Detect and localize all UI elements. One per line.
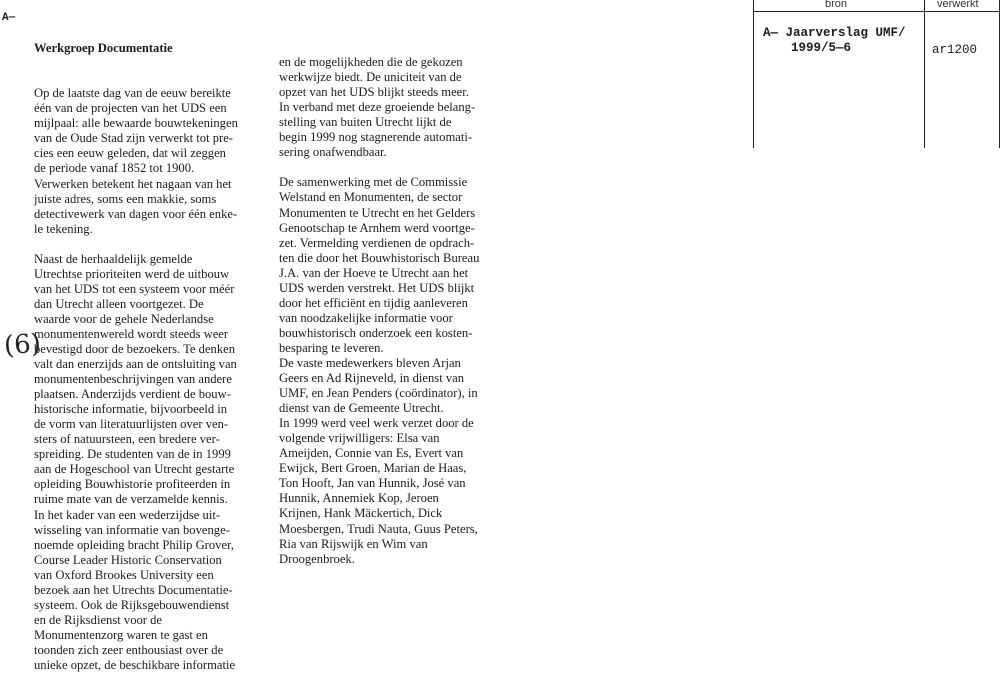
handwritten-note: (6)	[2, 328, 42, 362]
source-line-1: A— Jaarverslag UMF/	[763, 26, 906, 40]
text-line: dan Utrecht alleen voortgezet. De	[34, 296, 204, 311]
text-line: In verband met deze groeiende belang-	[279, 100, 476, 115]
text-line: monumentenwereld wordt steeds weer	[34, 326, 229, 341]
text-line: Droogenbroek.	[279, 551, 355, 566]
text-line: UDS werden verstrekt. Het UDS blijkt	[279, 280, 475, 295]
text-line: Course Leader Historic Conservation	[34, 552, 222, 567]
text-line: Ton Hooft, Jan van Hunnik, José van	[279, 476, 466, 491]
table-header-divider	[753, 11, 1000, 12]
text-line: monumentenbeschrijvingen van andere	[34, 372, 232, 387]
text-line: detectivewerk van dagen voor één enke-	[34, 206, 238, 221]
text-line: één van de projecten van het UDS een	[34, 101, 227, 116]
text-line: le tekening.	[34, 221, 93, 236]
text-line: systeem. Ook de Rijksgebouwendienst	[34, 597, 230, 612]
text-line: begin 1999 nog stagnerende automati-	[279, 130, 473, 145]
text-line: juiste adres, soms een makkie, soms	[34, 191, 217, 206]
text-line: ruime mate van de verzamelde kennis.	[34, 492, 228, 507]
text-line: bezoek aan het Utrechts Documentatie-	[34, 582, 233, 597]
table-header-source: bron	[825, 0, 848, 10]
text-line: ten die door het Bouwhistorisch Bureau	[279, 250, 480, 265]
text-line: valt dan enerzijds aan de ontsluiting van	[34, 357, 237, 372]
text-line: Ameijden, Connie van Es, Evert van	[279, 446, 464, 461]
text-line: In het kader van een wederzijdse uit-	[34, 507, 221, 522]
text-line: opzet van het UDS blijkt steeds meer.	[279, 85, 469, 100]
source-table	[753, 0, 1000, 148]
article-heading: Werkgroep Documentatie	[34, 41, 173, 56]
section-marker: A—	[2, 12, 16, 24]
text-column-2	[279, 25, 504, 582]
text-line	[279, 160, 504, 175]
text-line: opleiding Bouwhistorie profiteerden in	[34, 477, 231, 492]
text-line: werkwijze biedt. De uniciteit van de	[279, 70, 462, 85]
text-line: plaatsen. Anderzijds verdient de bouw-	[34, 387, 231, 402]
text-line: Utrechtse prioriteiten werd de uitbouw	[34, 266, 230, 281]
text-line: Naast de herhaaldelijk gemelde	[34, 251, 193, 266]
text-line: van noodzakelijke informatie voor	[279, 310, 453, 325]
text-line: mijlpaal: alle bewaarde bouwtekeningen	[34, 116, 238, 131]
column-1-body	[34, 86, 259, 673]
text-line: historische informatie, bijvoorbeeld in	[34, 402, 228, 417]
text-line: van de Oude Stad zijn verwerkt tot pre-	[34, 131, 233, 146]
text-line: sters of natuursteen, een bredere ver-	[34, 432, 220, 447]
text-line: volgende vrijwilligers: Elsa van	[279, 431, 440, 446]
text-line: J.A. van der Hoeve te Utrecht aan het	[279, 265, 469, 280]
text-line: wisseling van informatie van bovenge-	[34, 522, 230, 537]
text-line: Hunnik, Annemiek Kop, Jeroen	[279, 491, 439, 506]
text-line: Genootschap te Arnhem werd voortge-	[279, 220, 475, 235]
text-line: en de Rijksdienst voor de	[34, 612, 163, 627]
table-reference-entry: ar1200	[932, 43, 978, 57]
text-line: dienst van de Gemeente Utrecht.	[279, 401, 444, 416]
text-line: noemde opleiding bracht Philip Grover,	[34, 537, 234, 552]
text-line: bevestigd door de bezoekers. Te denken	[34, 341, 236, 356]
text-line: spreiding. De studenten van de in 1999	[34, 447, 231, 462]
column-2-body	[279, 55, 504, 567]
text-line: sering onafwendbaar.	[279, 145, 387, 160]
text-line: unieke opzet, de beschikbare informatie	[34, 657, 236, 672]
text-line: UMF, en Jean Penders (coördinator), in	[279, 386, 478, 401]
text-line: de vorm van literatuurlijsten over ven-	[34, 417, 229, 432]
text-line: cies een eeuw geleden, dat wil zeggen	[34, 146, 226, 161]
text-line: en de mogelijkheden die de gekozen	[279, 55, 463, 70]
text-line: Moesbergen, Trudi Nauta, Guus Peters,	[279, 521, 478, 536]
text-line: Welstand en Monumenten, de sector	[279, 190, 463, 205]
source-line-2: 1999/5—6	[791, 41, 852, 55]
text-line: Ewijck, Bert Groen, Marian de Haas,	[279, 461, 467, 476]
text-line: besparing te leveren.	[279, 340, 384, 355]
text-line: Krijnen, Hank Mäckertich, Dick	[279, 506, 443, 521]
text-line: De vaste medewerkers bleven Arjan	[279, 355, 461, 370]
text-line: Ria van Rijswijk en Wim van	[279, 536, 428, 551]
text-line: waarde voor de gehele Nederlandse	[34, 311, 214, 326]
text-column-1	[34, 11, 259, 688]
text-line: Op de laatste dag van de eeuw bereikte	[34, 86, 231, 101]
text-line	[34, 237, 259, 252]
text-line: bouwhistorisch onderzoek een kosten-	[279, 325, 473, 340]
text-line: de periode vanaf 1852 tot 1900.	[34, 161, 195, 176]
table-column-divider	[924, 0, 925, 148]
text-line: zet. Vermelding verdienen de opdrach-	[279, 235, 475, 250]
table-header-processed: verwerkt	[937, 0, 979, 10]
text-line: van Oxford Brookes University een	[34, 567, 214, 582]
table-left-border	[753, 0, 754, 148]
text-line: Geers en Ad Rijneveld, in dienst van	[279, 371, 465, 386]
text-line: van het UDS tot een systeem voor méér	[34, 281, 235, 296]
text-line: door het efficiënt en tijdig aanleveren	[279, 295, 468, 310]
text-line: Monumentenzorg waren te gast en	[34, 627, 208, 642]
table-source-entry	[763, 26, 906, 56]
text-line: Monumenten te Utrecht en het Gelders	[279, 205, 476, 220]
text-line: Verwerken betekent het nagaan van het	[34, 176, 232, 191]
text-line: De samenwerking met de Commissie	[279, 175, 468, 190]
text-line: In 1999 werd veel werk verzet door de	[279, 416, 474, 431]
text-line: stelling van buiten Utrecht lijkt de	[279, 115, 452, 130]
text-line: toonden zich zeer enthousiast over de	[34, 642, 224, 657]
text-line: aan de Hogeschool van Utrecht gestarte	[34, 462, 235, 477]
